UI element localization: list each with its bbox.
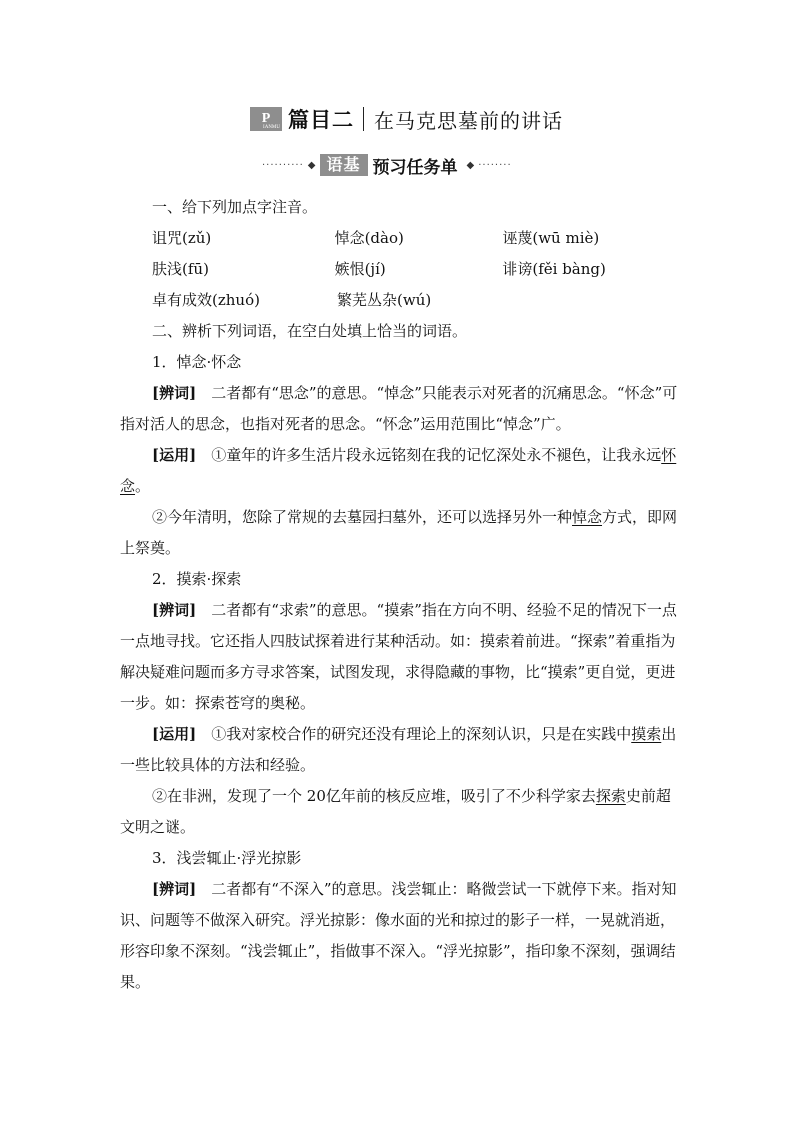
yunyong-text: 史前超文明之谜。 xyxy=(120,787,671,836)
answer-blank: 摸索 xyxy=(631,725,662,743)
yunyong-paragraph xyxy=(120,781,680,843)
banner-tag: 语基 xyxy=(320,154,368,176)
yunyong-text: 出一些比较具体的方法和经验。 xyxy=(120,725,677,774)
yunyong-paragraph xyxy=(120,440,680,502)
section2-heading: 二、辨析下列词语，在空白处填上恰当的词语。 xyxy=(152,322,468,340)
bianci-paragraph xyxy=(120,595,680,719)
bianci-paragraph xyxy=(120,874,680,998)
bianci-text: 二者都有“思念”的意思。“悼念”只能表示对死者的沉痛思念。“怀念”可指对活人的思念，也指对死者的思念。“怀念”运用范围比“悼念”广。 xyxy=(120,384,678,433)
pinyin-item: 诅咒(zǔ) xyxy=(152,229,212,247)
pinyin-row xyxy=(120,285,680,316)
yunyong-text: 方式，即网上祭奠。 xyxy=(120,508,678,557)
chapter-badge xyxy=(250,107,282,131)
yunyong-text: ②在非洲，发现了一个 20亿年前的核反应堆，吸引了不少科学家去 xyxy=(152,787,596,805)
pinyin-item: 诽谤(fěi bàng) xyxy=(502,260,606,278)
pinyin-item: 嫉恨(jí) xyxy=(334,260,386,278)
worksheet-content xyxy=(120,192,680,998)
pinyin-item: 繁芜丛杂(wú) xyxy=(337,291,432,309)
yunyong-text: ①童年的许多生活片段永远铭刻在我的记忆深处永不褪色，让我永远 xyxy=(211,446,662,464)
pinyin-row xyxy=(120,254,680,285)
pinyin-item: 悼念(dào) xyxy=(334,229,404,247)
bianci-tag: [辨词] xyxy=(152,880,197,898)
title-divider xyxy=(363,107,364,131)
badge-letter: P xyxy=(261,111,271,126)
pinyin-row xyxy=(120,223,680,254)
bianci-paragraph xyxy=(120,378,680,440)
section-banner xyxy=(262,152,534,178)
answer-blank: 探索 xyxy=(595,787,626,805)
answer-blank: 悼念 xyxy=(572,508,603,526)
section1-heading: 一、给下列加点字注音。 xyxy=(152,198,318,216)
pinyin-item: 诬蔑(wū miè) xyxy=(502,229,600,247)
chapter-number: 篇目二 xyxy=(288,107,354,132)
diamond-icon: ◆ xyxy=(307,159,316,171)
banner-dots-right: ········ xyxy=(478,159,512,171)
answer-blank: 怀念 xyxy=(120,446,677,495)
bianci-tag: [辨词] xyxy=(152,384,197,402)
bianci-text: 二者都有“求索”的意思。“摸索”指在方向不明、经验不足的情况下一点一点地寻找。它还指人四肢试探着进行某种活动。如：摸索着前进。“探索”着重指为解决疑难问题而多方寻求答案，试图发现，求得隐藏的事物，比“摸索”更自觉，更进一步。如：探索苍穹的奥秘。 xyxy=(120,601,677,712)
word-pair-title: 3．浅尝辄止·浮光掠影 xyxy=(152,849,302,867)
banner-title: 预习任务单 xyxy=(372,157,458,178)
badge-subtext: IANMU xyxy=(263,125,280,130)
yunyong-paragraph xyxy=(120,719,680,781)
pinyin-item: 卓有成效(zhuó) xyxy=(152,291,260,309)
chapter-title xyxy=(250,105,563,133)
diamond-icon: ◆ xyxy=(466,159,475,171)
yunyong-tag: [运用] xyxy=(152,446,197,464)
yunyong-paragraph xyxy=(120,502,680,564)
yunyong-tag: [运用] xyxy=(152,725,197,743)
yunyong-text: 。 xyxy=(135,477,151,495)
bianci-text: 二者都有“不深入”的意思。浅尝辄止：略微尝试一下就停下来。指对知识、问题等不做深入研究。浮光掠影：像水面的光和掠过的影子一样，一晃就消逝，形容印象不深刻。“浅尝辄止”，指做事不深入。“浮光掠影”，指印象不深刻，强调结果。 xyxy=(120,880,677,991)
chapter-name: 在马克思墓前的讲话 xyxy=(374,108,563,133)
word-pair-title: 2．摸索·探索 xyxy=(152,570,242,588)
word-pair-title: 1．悼念·怀念 xyxy=(152,353,242,371)
banner-dots-left: ·········· xyxy=(262,159,304,171)
yunyong-text: ②今年清明，您除了常规的去墓园扫墓外，还可以选择另外一种 xyxy=(152,508,573,526)
bianci-tag: [辨词] xyxy=(152,601,197,619)
yunyong-text: ①我对家校合作的研究还没有理论上的深刻认识，只是在实践中 xyxy=(211,725,632,743)
pinyin-item: 肤浅(fū) xyxy=(152,260,209,278)
